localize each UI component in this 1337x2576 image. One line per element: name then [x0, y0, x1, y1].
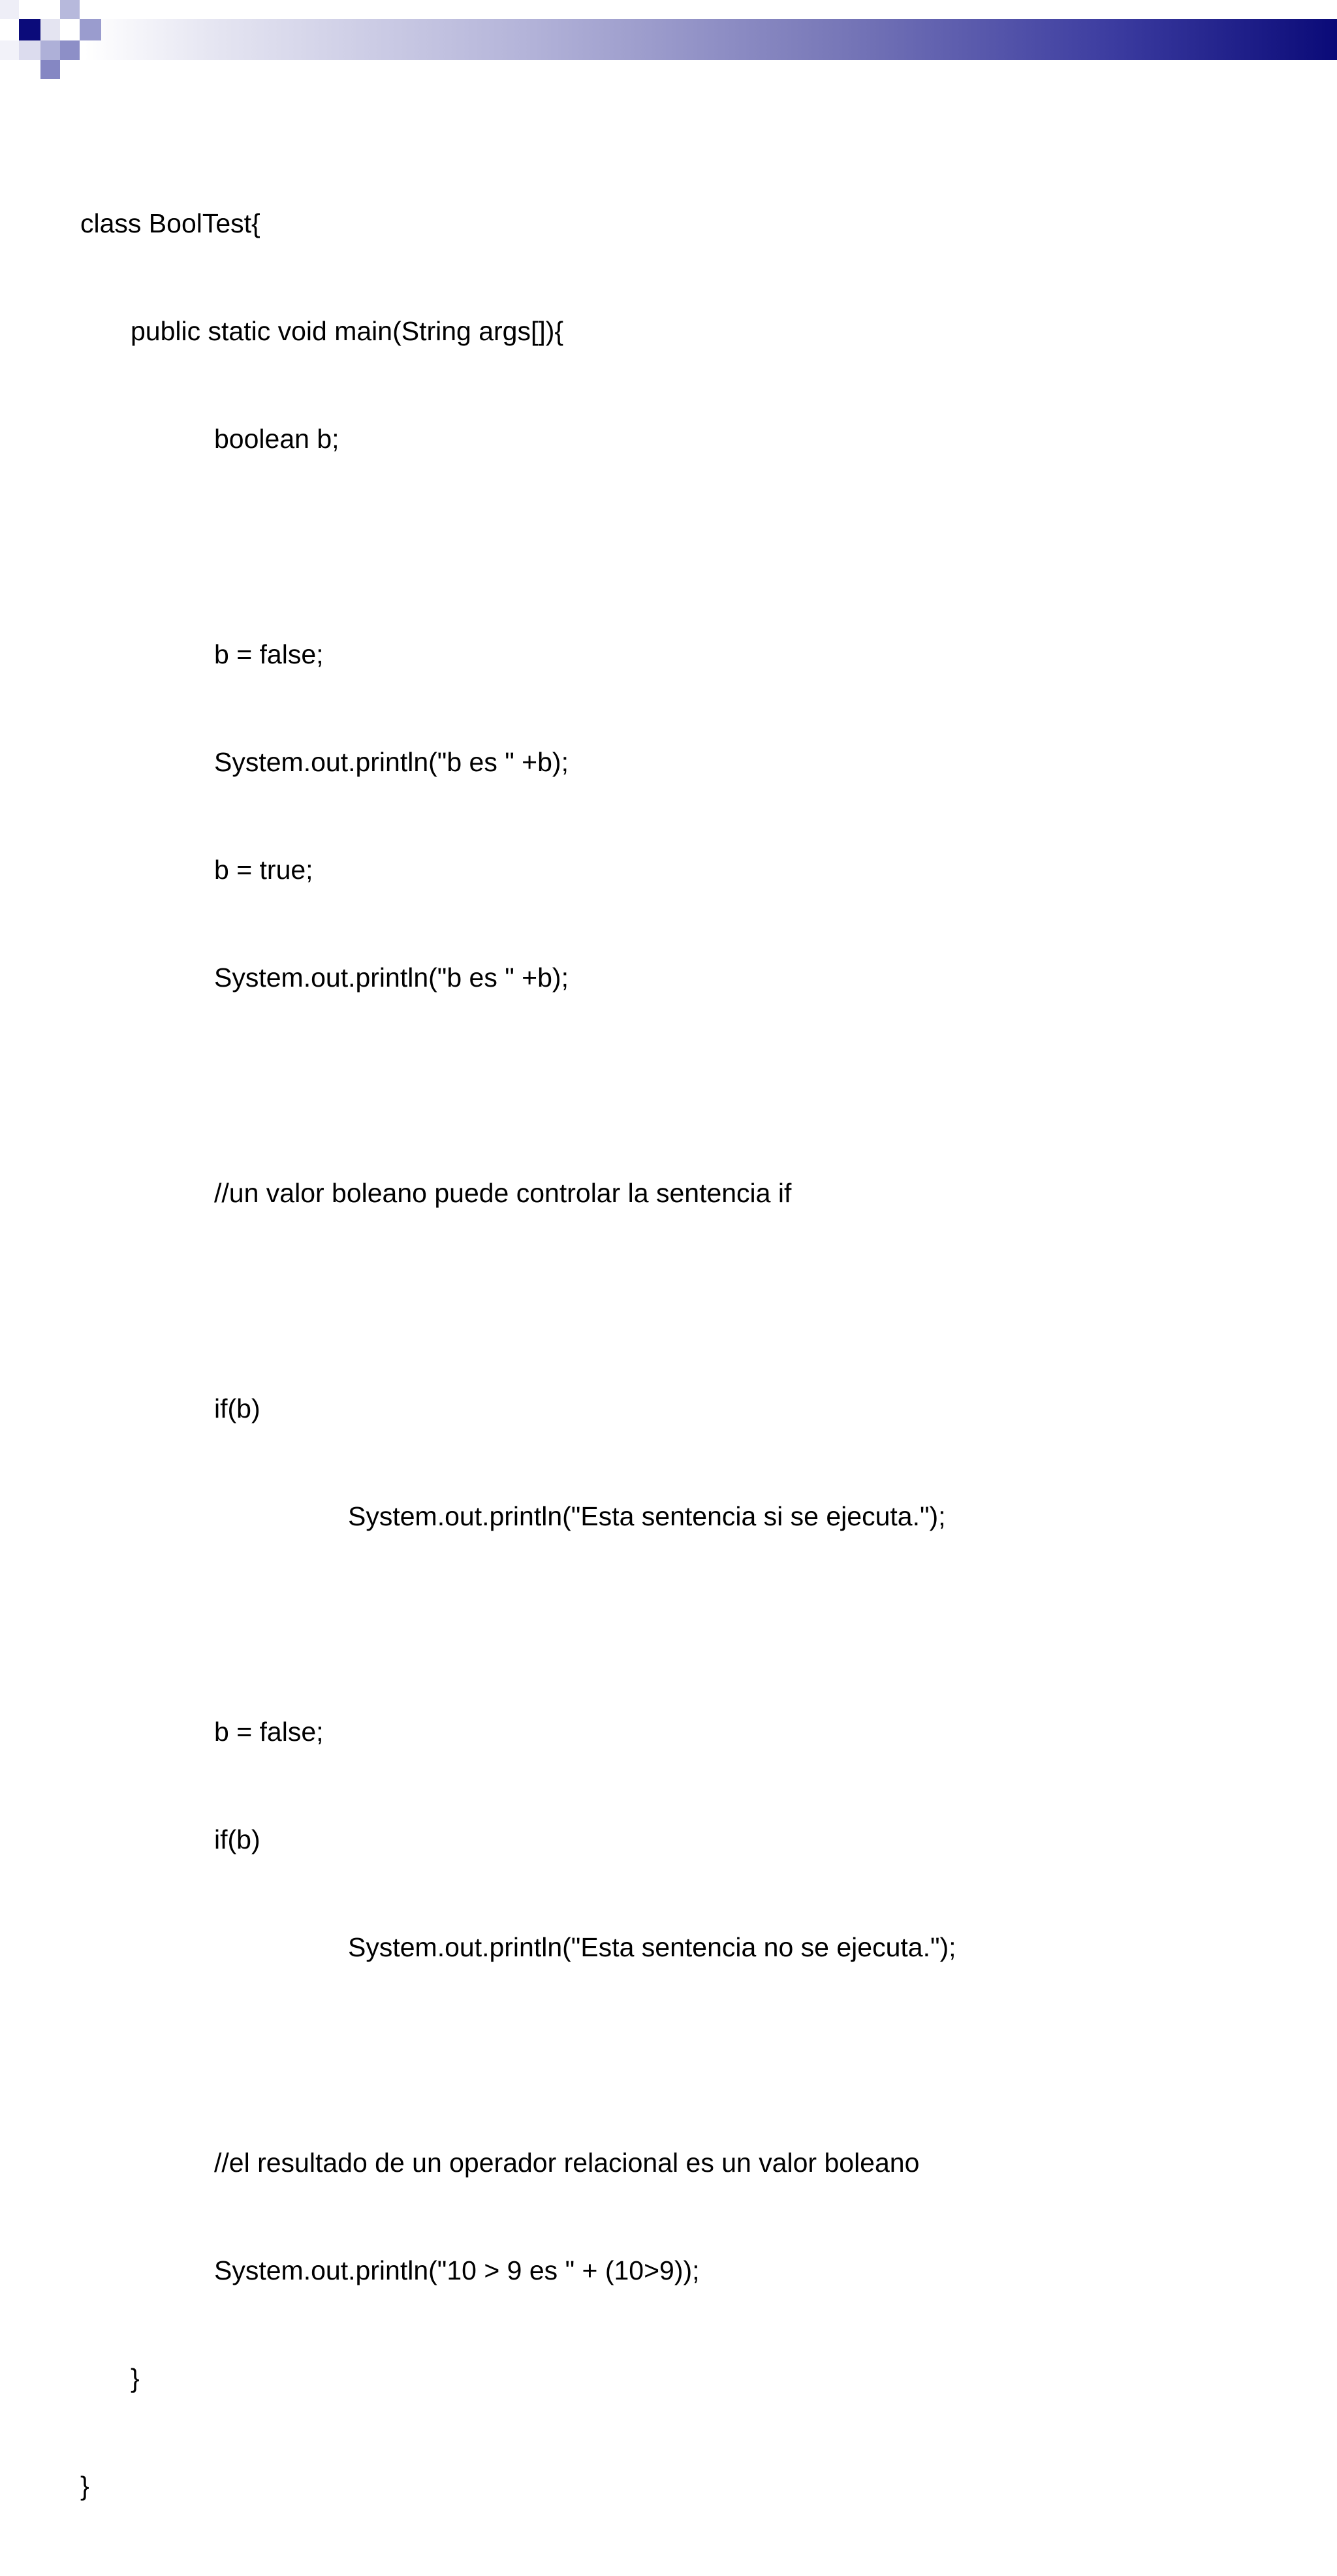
- code-line: b = false;: [214, 1717, 324, 1747]
- code-line: [80, 1068, 956, 1104]
- code-line: if(b): [214, 1824, 260, 1854]
- code-line: b = true;: [214, 855, 313, 885]
- code-line: System.out.println("b es " +b);: [214, 747, 569, 777]
- code-line: System.out.println("Esta sentencia no se ejecuta.");: [348, 1932, 956, 1962]
- code-line: }: [80, 2471, 89, 2501]
- decor-square: [60, 40, 80, 60]
- decor-square: [60, 0, 80, 19]
- code-line: if(b): [214, 1393, 260, 1423]
- code-line: boolean b;: [214, 424, 339, 454]
- decor-square: [40, 19, 60, 40]
- code-line: class BoolTest{: [80, 208, 260, 238]
- decor-square: [0, 0, 19, 19]
- code-line: System.out.println("10 > 9 es " + (10>9));: [214, 2255, 700, 2285]
- code-comment: //un valor boleano puede controlar la sentencia if: [214, 1178, 792, 1208]
- code-line: public static void main(String args[]){: [131, 316, 564, 346]
- code-block: [80, 134, 956, 2576]
- code-line: }: [131, 2363, 140, 2393]
- code-line: [80, 529, 956, 565]
- decor-square: [19, 19, 40, 40]
- code-line: [80, 1283, 956, 1319]
- decor-square: [40, 60, 60, 79]
- code-comment: //el resultado de un operador relacional es un valor boleano: [214, 2148, 920, 2178]
- code-line: [80, 2037, 956, 2073]
- decor-square: [0, 40, 19, 60]
- code-line: System.out.println("b es " +b);: [214, 962, 569, 993]
- decor-square: [19, 40, 40, 60]
- decor-square: [80, 19, 101, 40]
- code-line: b = false;: [214, 639, 324, 669]
- header-gradient-bar: [85, 19, 1337, 60]
- code-line: [80, 1606, 956, 1642]
- code-line: System.out.println("Esta sentencia si se ejecuta.");: [348, 1501, 946, 1531]
- decor-square: [40, 40, 60, 60]
